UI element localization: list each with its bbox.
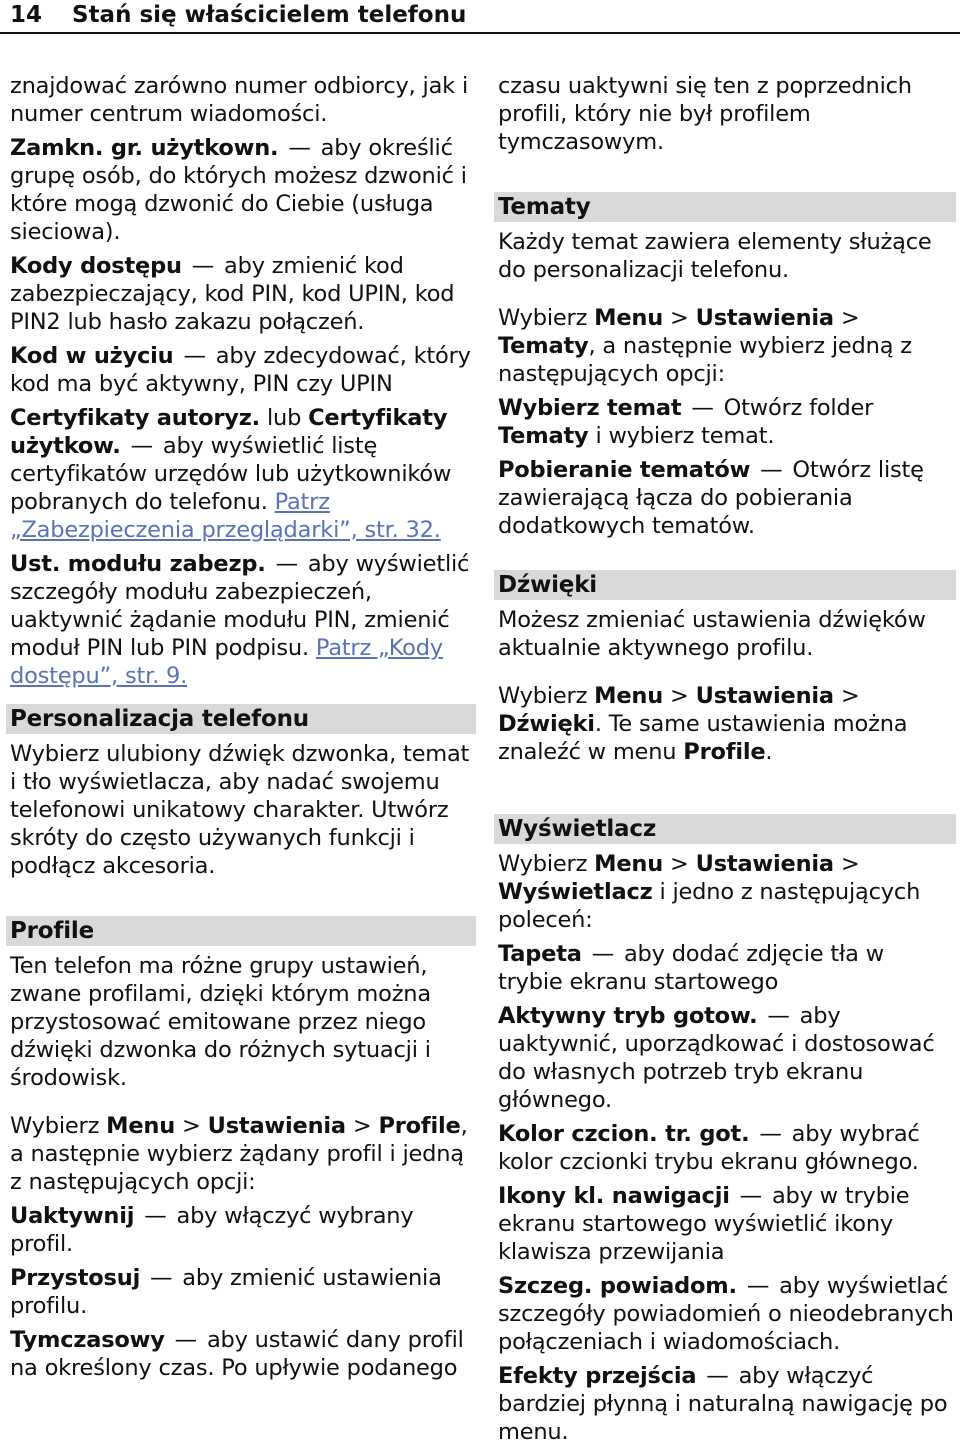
dash: — bbox=[174, 1327, 197, 1353]
option-wallpaper bbox=[498, 940, 954, 996]
menu-label: Menu bbox=[594, 305, 664, 331]
link-browser-security[interactable]: Patrz „Zabezpieczenia przeglądarki”, str. 32. bbox=[10, 489, 441, 543]
instruction-text: Wybierz bbox=[498, 305, 588, 331]
option-term: Kolor czcion. tr. got. bbox=[498, 1121, 750, 1147]
page-number: 14 bbox=[10, 2, 43, 28]
option-access-codes bbox=[10, 252, 472, 336]
arrow-separator: > bbox=[840, 683, 860, 709]
instruction-text: , a następnie wybierz jedną z następujących opcji: bbox=[498, 333, 912, 387]
option-notification-details bbox=[498, 1272, 954, 1356]
dash: — bbox=[150, 1265, 173, 1291]
sounds-menu-path bbox=[498, 682, 954, 766]
option-choose-theme bbox=[498, 394, 954, 450]
option-customize bbox=[10, 1264, 472, 1320]
option-desc: aby zmienić kod zabezpieczający, kod PIN, kod UPIN, kod PIN2 lub hasło zakazu połączeń. bbox=[10, 253, 455, 335]
arrow-separator: > bbox=[352, 1113, 372, 1139]
themes-menu-path bbox=[498, 304, 954, 388]
profiles-text: Ten telefon ma różne grupy ustawień, zwane profilami, dzięki którym można przystosować emitowane przez niego dźwięki dzwonka do różnych sytuacji i środowisk. bbox=[10, 953, 431, 1091]
instruction-text: . Te same ustawienia można znaleźć w menu bbox=[498, 711, 908, 765]
right-column bbox=[498, 72, 954, 1446]
connector-text: lub bbox=[266, 405, 302, 431]
option-term: Kody dostępu bbox=[10, 253, 182, 279]
dash: — bbox=[288, 135, 311, 161]
dash: — bbox=[739, 1183, 762, 1209]
themes-label: Tematy bbox=[498, 333, 589, 359]
themes-text: Każdy temat zawiera elementy służące do personalizacji telefonu. bbox=[498, 229, 932, 283]
dash: — bbox=[130, 433, 153, 459]
dash: — bbox=[275, 551, 298, 577]
option-term: Efekty przejścia bbox=[498, 1363, 697, 1389]
page-header bbox=[0, 0, 960, 34]
option-term: Ikony kl. nawigacji bbox=[498, 1183, 730, 1209]
section-heading-themes: Tematy bbox=[494, 192, 956, 222]
option-term: Uaktywnij bbox=[10, 1203, 135, 1229]
option-active-standby bbox=[498, 1002, 954, 1114]
instruction-text: Wybierz bbox=[498, 851, 588, 877]
option-term: Kod w użyciu bbox=[10, 343, 174, 369]
display-menu-path bbox=[498, 850, 954, 934]
dash: — bbox=[706, 1363, 729, 1389]
section-heading-personalization: Personalizacja telefonu bbox=[6, 704, 476, 734]
option-desc: i wybierz temat. bbox=[595, 423, 775, 449]
dash: — bbox=[759, 1121, 782, 1147]
option-desc: aby zmienić ustawienia profilu. bbox=[10, 1265, 442, 1319]
link-access-codes[interactable]: Patrz „Kody dostępu”, str. 9. bbox=[10, 635, 443, 689]
instruction-text: i jedno z następujących poleceń: bbox=[498, 879, 921, 933]
instruction-text: Wybierz bbox=[498, 683, 588, 709]
option-desc: aby włączyć wybrany profil. bbox=[10, 1203, 414, 1257]
arrow-separator: > bbox=[840, 851, 860, 877]
option-desc: Otwórz folder bbox=[723, 395, 874, 421]
option-term: Certyfikaty autoryz. bbox=[10, 405, 261, 431]
personalization-text: Wybierz ulubiony dźwięk dzwonka, temat i tło wyświetlacza, aby nadać swojemu telefonowi unikatowy charakter. Utwórz skróty do często używanych funkcji i podłącz akcesoria. bbox=[10, 741, 470, 879]
dash: — bbox=[767, 1003, 790, 1029]
arrow-separator: > bbox=[670, 683, 689, 709]
option-term: Wybierz temat bbox=[498, 395, 682, 421]
option-desc: Otwórz listę zawierającą łącza do pobierania dodatkowych tematów. bbox=[498, 457, 924, 539]
profile-label: Profile bbox=[683, 739, 766, 765]
option-term: Tymczasowy bbox=[10, 1327, 165, 1353]
option-timed bbox=[10, 1326, 472, 1382]
instruction-text: , a następnie wybierz żądany profil i jedną z następujących opcji: bbox=[10, 1113, 468, 1195]
chapter-title: Stań się właścicielem telefonu bbox=[72, 2, 467, 28]
option-code-in-use bbox=[10, 342, 472, 398]
profiles-menu-path bbox=[10, 1112, 472, 1196]
dash: — bbox=[191, 253, 215, 279]
option-transition-effects bbox=[498, 1362, 954, 1446]
dash: — bbox=[760, 457, 783, 483]
option-closed-group bbox=[10, 134, 472, 246]
settings-label: Ustawienia bbox=[695, 305, 834, 331]
option-desc: aby wyświetlać szczegóły powiadomień o nieodebranych połączeniach i wiadomościach. bbox=[498, 1273, 954, 1355]
option-desc: aby uaktywnić, uporządkować i dostosować do własnych potrzeb tryb ekranu głównego. bbox=[498, 1003, 935, 1113]
menu-label: Menu bbox=[106, 1113, 176, 1139]
arrow-separator: > bbox=[670, 305, 689, 331]
option-certificates bbox=[10, 404, 472, 544]
option-term: Pobieranie tematów bbox=[498, 457, 751, 483]
option-term: Ust. modułu zabezp. bbox=[10, 551, 266, 577]
option-term: Zamkn. gr. użytkown. bbox=[10, 135, 279, 161]
display-label: Wyświetlacz bbox=[498, 879, 653, 905]
dash: — bbox=[746, 1273, 770, 1299]
instruction-text: Wybierz bbox=[10, 1113, 100, 1139]
folder-label: Tematy bbox=[498, 423, 589, 449]
intro-paragraph: znajdować zarówno numer odbiorcy, jak i numer centrum wiadomości. bbox=[10, 73, 469, 127]
dash: — bbox=[144, 1203, 167, 1229]
period: . bbox=[765, 739, 773, 765]
option-desc: aby wyświetlić listę certyfikatów urzędów lub użytkowników pobranych do telefonu. bbox=[10, 433, 452, 515]
option-security-module bbox=[10, 550, 472, 690]
option-desc: aby wyświetlić szczegóły modułu zabezpieczeń, uaktywnić żądanie modułu PIN, zmienić moduł PIN lub PIN podpisu. bbox=[10, 551, 470, 661]
option-term: Tapeta bbox=[498, 941, 582, 967]
dash: — bbox=[691, 395, 714, 421]
arrow-separator: > bbox=[670, 851, 689, 877]
option-desc: aby określić grupę osób, do których możesz dzwonić i które mogą dzwonić do Ciebie (usługa sieciowa). bbox=[10, 135, 467, 245]
settings-label: Ustawienia bbox=[207, 1113, 346, 1139]
option-font-color bbox=[498, 1120, 954, 1176]
section-heading-profiles: Profile bbox=[6, 916, 476, 946]
sounds-label: Dźwięki bbox=[498, 711, 595, 737]
left-column bbox=[10, 72, 472, 1382]
sounds-text: Możesz zmieniać ustawienia dźwięków aktualnie aktywnego profilu. bbox=[498, 607, 926, 661]
menu-label: Menu bbox=[594, 851, 664, 877]
option-desc: aby w trybie ekranu startowego wyświetlić ikony klawisza przewijania bbox=[498, 1183, 910, 1265]
arrow-separator: > bbox=[840, 305, 860, 331]
section-heading-sounds: Dźwięki bbox=[494, 570, 956, 600]
continued-paragraph: czasu uaktywni się ten z poprzednich profili, który nie był profilem tymczasowym. bbox=[498, 73, 912, 155]
profile-label: Profile bbox=[378, 1113, 461, 1139]
option-desc: aby zdecydować, który kod ma być aktywny, PIN czy UPIN bbox=[10, 343, 471, 397]
option-download-themes bbox=[498, 456, 954, 540]
dash: — bbox=[183, 343, 206, 369]
option-nav-icons bbox=[498, 1182, 954, 1266]
option-desc: aby ustawić dany profil na określony czas. Po upływie podanego bbox=[10, 1327, 464, 1381]
option-term: Aktywny tryb gotow. bbox=[498, 1003, 758, 1029]
option-term: Szczeg. powiadom. bbox=[498, 1273, 737, 1299]
dash: — bbox=[591, 941, 615, 967]
arrow-separator: > bbox=[182, 1113, 201, 1139]
section-heading-display: Wyświetlacz bbox=[494, 814, 956, 844]
option-desc: aby dodać zdjęcie tła w trybie ekranu startowego bbox=[498, 941, 884, 995]
settings-label: Ustawienia bbox=[695, 683, 834, 709]
settings-label: Ustawienia bbox=[695, 851, 834, 877]
option-desc: aby włączyć bardziej płynną i naturalną nawigację po menu. bbox=[498, 1363, 948, 1445]
option-term: Przystosuj bbox=[10, 1265, 141, 1291]
menu-label: Menu bbox=[594, 683, 664, 709]
option-activate bbox=[10, 1202, 472, 1258]
option-desc: aby wybrać kolor czcionki trybu ekranu głównego. bbox=[498, 1121, 920, 1175]
option-term: Certyfikaty użytkow. bbox=[10, 405, 448, 459]
